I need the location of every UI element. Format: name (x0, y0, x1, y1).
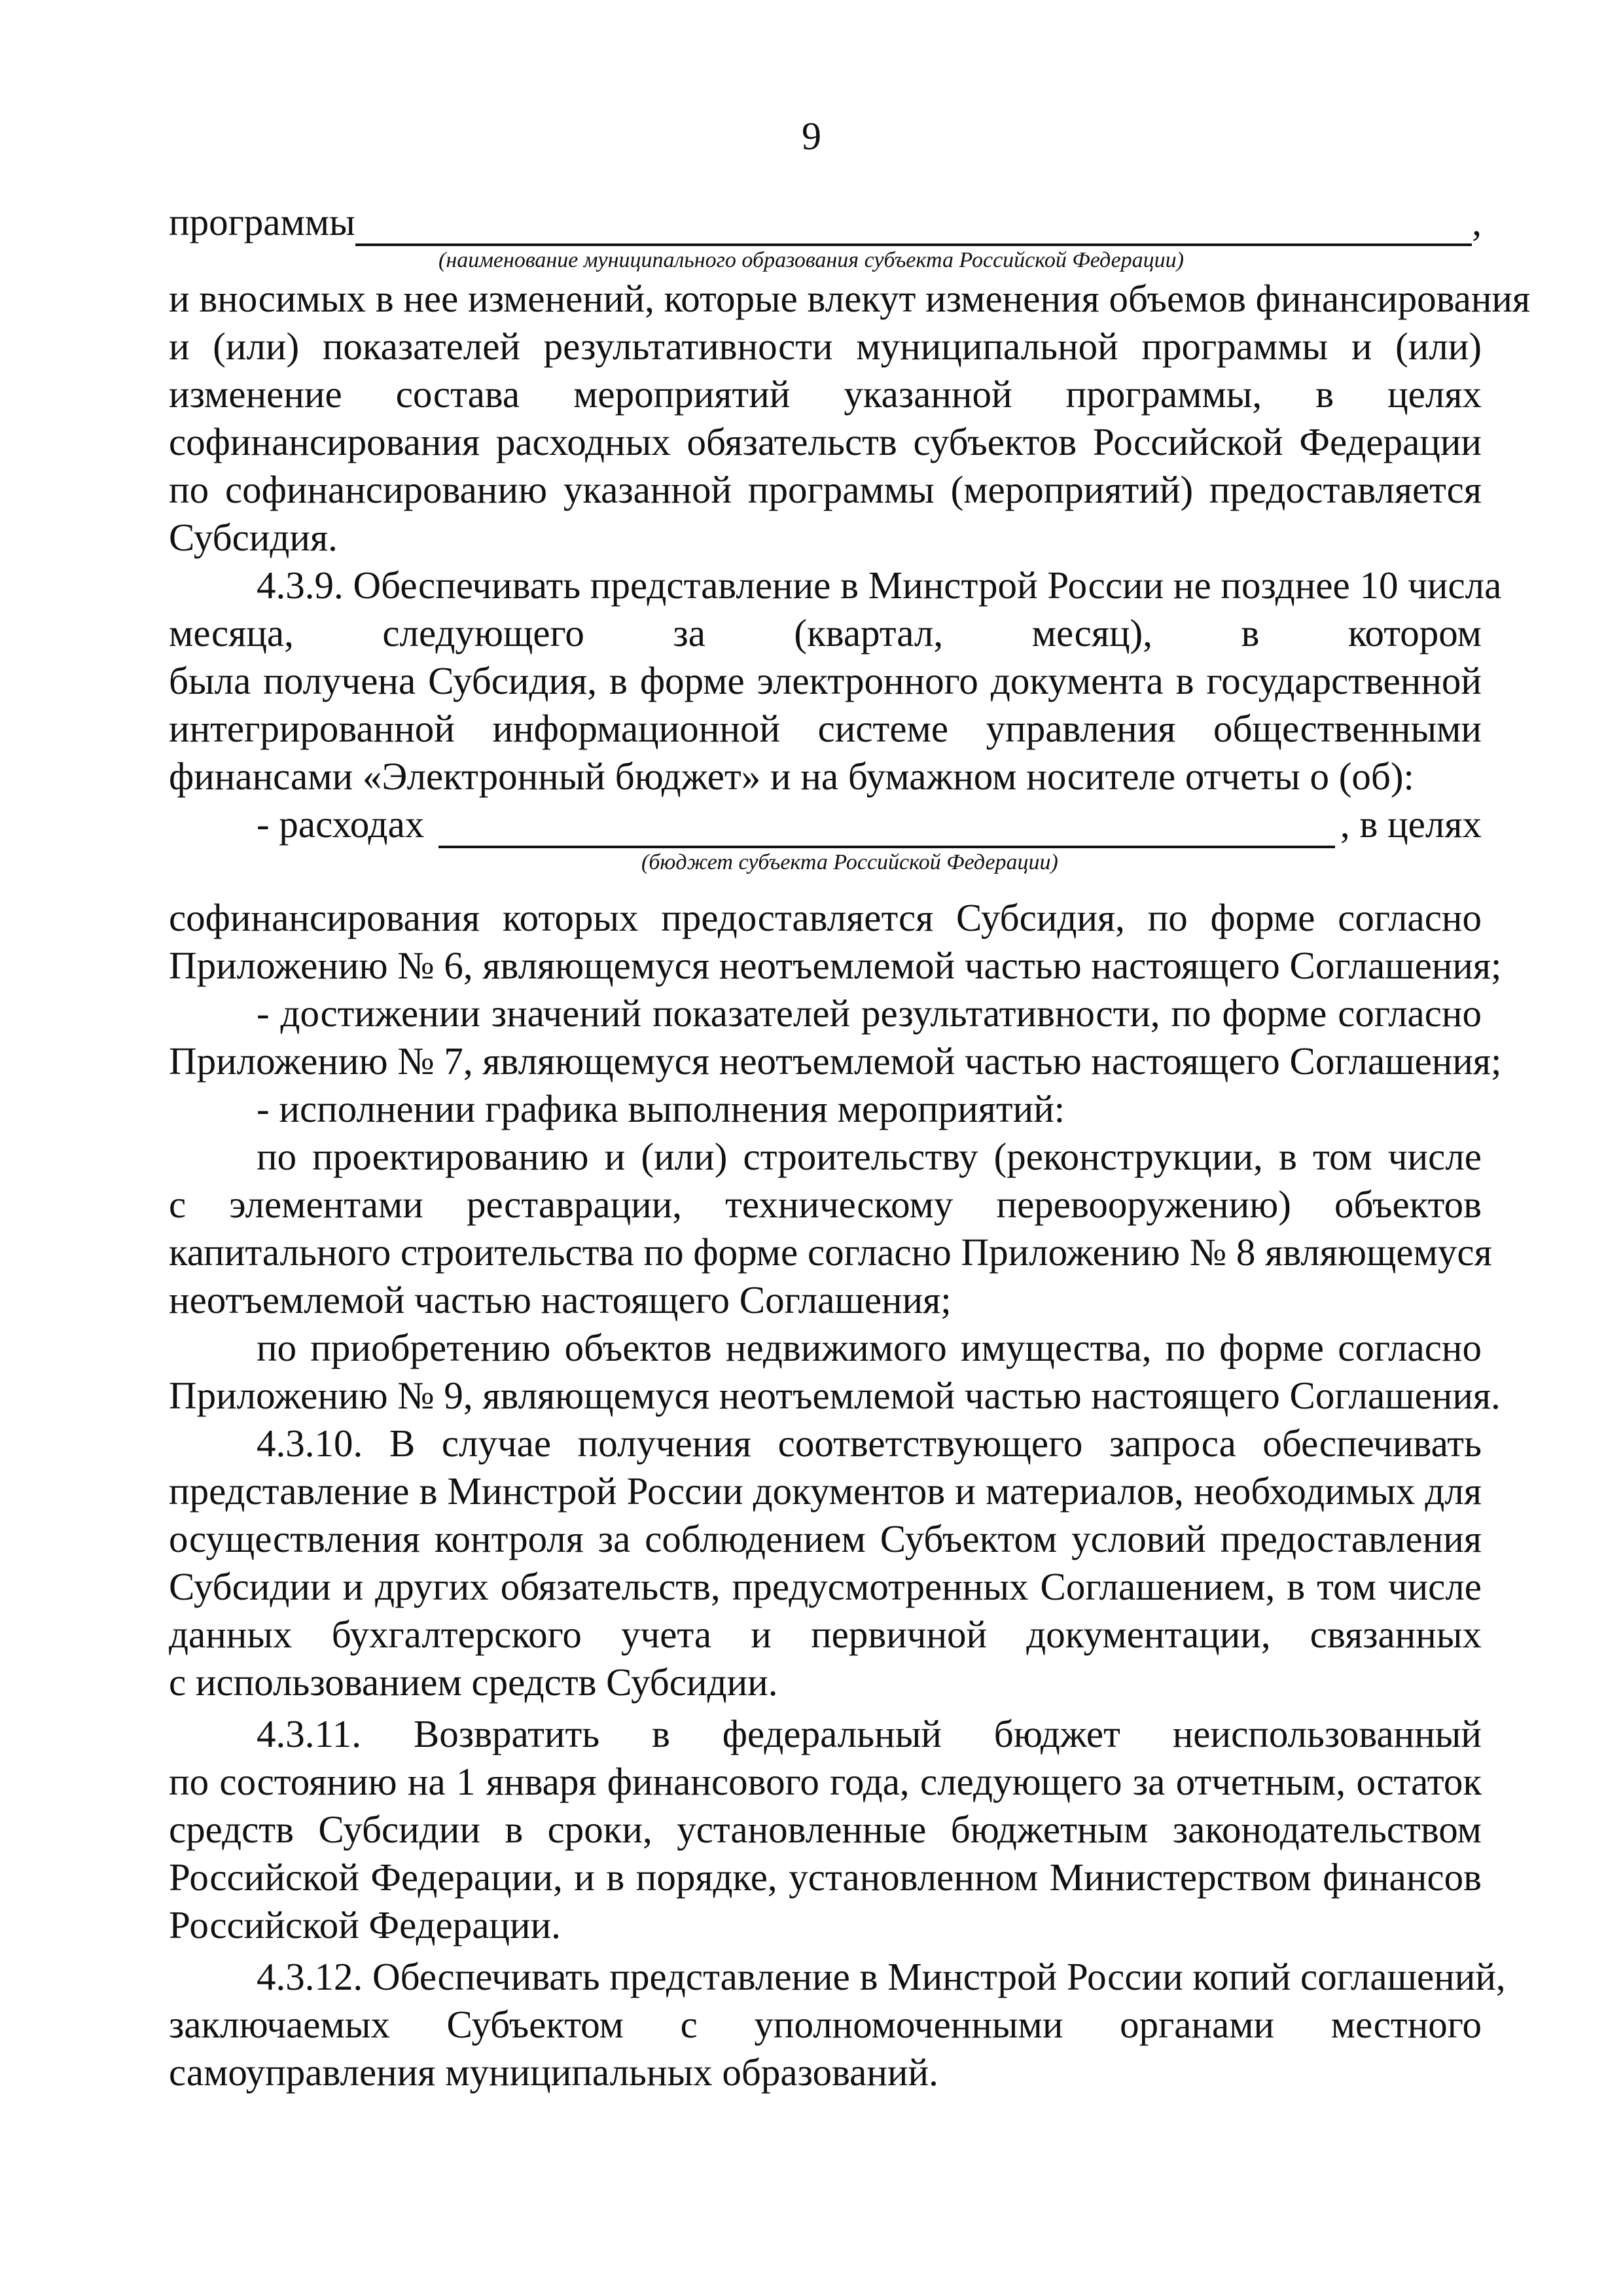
text-line: 4.3.9. Обеспечивать представление в Минстрой России не позднее 10 числа (257, 564, 1502, 607)
text-line: по софинансированию указанной программы (мероприятий) предоставляется (169, 468, 1482, 511)
text-line: интегрированной информационной системе управления общественными (169, 707, 1482, 750)
program-field-hint: (наименование муниципального образования субъекта Российской Федерации) (438, 248, 1184, 272)
text-line: софинансирования которых предоставляется Субсидия, по форме согласно (169, 896, 1482, 939)
text-line: средств Субсидии в сроки, установленные бюджетным законодательством (169, 1808, 1482, 1851)
text-line: Субсидия. (169, 516, 338, 559)
paragraph-design (169, 1133, 1492, 1324)
text-line: 4.3.11. Возвратить в федеральный бюджет неиспользованный (257, 1712, 1482, 1755)
text-line: представление в Минстрой России документов и материалов, необходимых для (169, 1469, 1482, 1513)
program-blank-line (355, 211, 1472, 246)
text-line: неотъемлемой частью настоящего Соглашения; (169, 1278, 952, 1321)
paragraph-4-3-11 (169, 1710, 1482, 1949)
paragraph-acquisition (169, 1324, 1501, 1420)
program-field-row (169, 198, 1482, 246)
expenses-field-hint: (бюджет субъекта Российской Федерации) (641, 850, 1058, 874)
paragraph-4-3-9 (169, 562, 1502, 800)
text-line: с элементами реставрации, техническому перевооружению) объектов (169, 1183, 1482, 1226)
expenses-field-label: - расходах (257, 802, 425, 846)
text-line: 4.3.10. В случае получения соответствующего запроса обеспечивать (257, 1422, 1482, 1465)
program-field-end: , (1472, 200, 1482, 243)
text-line: данных бухгалтерского учета и первичной документации, связанных (169, 1613, 1482, 1656)
text-line: финансами «Электронный бюджет» и на бумажном носителе отчеты о (об): (169, 755, 1414, 798)
text-line: изменение состава мероприятий указанной программы, в целях (169, 372, 1482, 416)
paragraph-4-3-12 (169, 1953, 1506, 2096)
text-line: и вносимых в нее изменений, которые влекут изменения объемов финансирования (169, 277, 1531, 320)
text-line: осуществления контроля за соблюдением Субъектом условий предоставления (169, 1517, 1482, 1560)
text-line: по приобретению объектов недвижимого имущества, по форме согласно (257, 1326, 1482, 1369)
document-body (169, 198, 1531, 2096)
text-line: и (или) показателей результативности муниципальной программы и (или) (169, 325, 1482, 368)
text-line: Приложению № 6, являющемуся неотъемлемой частью настоящего Соглашения; (169, 944, 1502, 987)
text-line: - достижении значений показателей результативности, по форме согласно (257, 992, 1482, 1035)
expenses-blank-line (438, 813, 1335, 848)
paragraph-intro (169, 275, 1531, 562)
paragraph-schedule: - исполнении графика выполнения мероприятий: (257, 1087, 1065, 1130)
text-line: Российской Федерации. (169, 1903, 561, 1946)
text-line: была получена Субсидия, в форме электронного документа в государственной (169, 659, 1482, 702)
paragraph-expenses-continuation (169, 894, 1502, 990)
text-line: софинансирования расходных обязательств субъектов Российской Федерации (169, 420, 1482, 463)
paragraph-achievement (169, 990, 1502, 1085)
expenses-field-row (169, 800, 1482, 848)
expenses-field-end: , в целях (1340, 802, 1482, 846)
text-line: капитального строительства по форме согласно Приложению № 8 являющемуся (169, 1230, 1492, 1274)
text-line: Российской Федерации, и в порядке, установленном Министерством финансов (169, 1856, 1482, 1899)
text-line: Приложению № 9, являющемуся неотъемлемой частью настоящего Соглашения. (169, 1374, 1501, 1417)
paragraph-4-3-10 (169, 1420, 1482, 1706)
text-line: самоуправления муниципальных образований. (169, 2051, 938, 2094)
text-line: по проектированию и (или) строительству (реконструкции, в том числе (257, 1135, 1482, 1178)
text-line: заключаемых Субъектом с уполномоченными органами местного (169, 2003, 1482, 2046)
text-line: 4.3.12. Обеспечивать представление в Минстрой России копий соглашений, (257, 1955, 1506, 1998)
text-line: с использованием средств Субсидии. (169, 1660, 778, 1704)
text-line: Приложению № 7, являющемуся неотъемлемой частью настоящего Соглашения; (169, 1039, 1502, 1083)
program-field-label: программы (169, 200, 355, 243)
text-line: по состоянию на 1 января финансового года, следующего за отчетным, остаток (169, 1760, 1482, 1803)
text-line: месяца, следующего за (квартал, месяц), в котором (169, 611, 1482, 655)
text-line: Субсидии и других обязательств, предусмотренных Соглашением, в том числе (169, 1565, 1482, 1608)
page-number: 9 (802, 115, 821, 158)
